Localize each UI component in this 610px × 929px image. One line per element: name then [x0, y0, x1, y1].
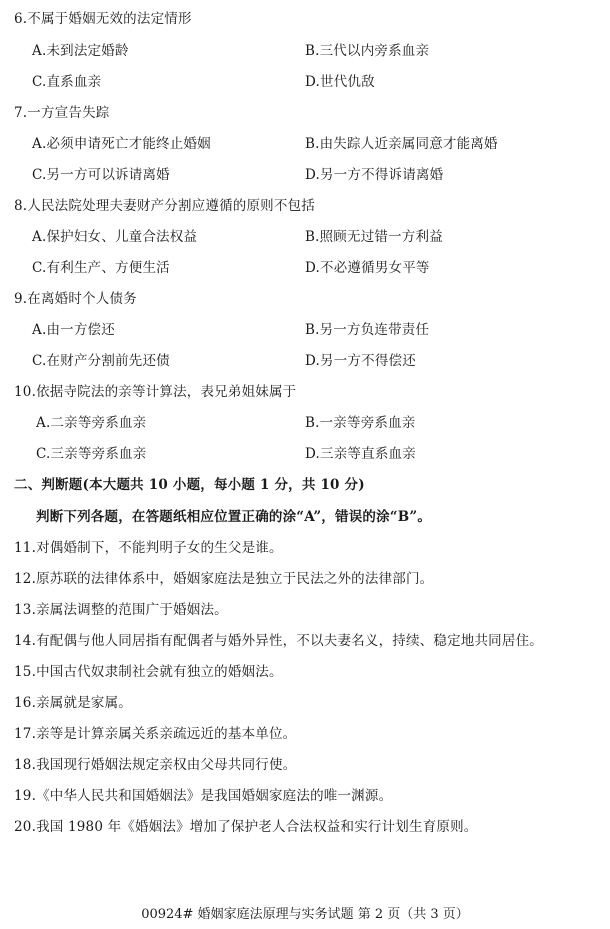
option-a: A.未到法定婚龄	[32, 43, 129, 59]
option-c: C.三亲等旁系血亲	[36, 446, 147, 462]
option-a: A.必须申请死亡才能终止婚姻	[32, 136, 211, 152]
section-instruction: 判断下列各题，在答题纸相应位置正确的涂“A”，错误的涂“B”。	[36, 509, 432, 525]
option-a: A.保护妇女、儿童合法权益	[32, 229, 198, 245]
option-b: B.一亲等旁系血亲	[305, 415, 416, 431]
page-footer: 00924# 婚姻家庭法原理与实务试题 第 2 页（共 3 页）	[141, 907, 469, 922]
option-b: B.由失踪人近亲属同意才能离婚	[305, 136, 498, 152]
tf-item: 18.我国现行婚姻法规定亲权由父母共同行使。	[14, 757, 297, 773]
option-a: A.由一方偿还	[32, 322, 115, 338]
option-d: D.三亲等直系血亲	[305, 446, 416, 462]
option-c: C.直系血亲	[32, 74, 102, 90]
question-stem: 10.依据寺院法的亲等计算法，表兄弟姐妹属于	[14, 384, 297, 400]
question-stem: 8.人民法院处理夫妻财产分割应遵循的原则不包括	[14, 198, 315, 214]
tf-item: 20.我国 1980 年《婚姻法》增加了保护老人合法权益和实行计划生育原则。	[14, 819, 478, 835]
question-stem: 7.一方宣告失踪	[14, 105, 110, 121]
tf-item: 11.对偶婚制下，不能判明子女的生父是谁。	[14, 540, 283, 556]
option-c: C.另一方可以诉请离婚	[32, 167, 170, 183]
section-heading: 二、判断题(本大题共 10 小题，每小题 1 分，共 10 分)	[14, 477, 365, 493]
option-d: D.另一方不得偿还	[305, 353, 416, 369]
option-b: B.照顾无过错一方利益	[305, 229, 443, 245]
option-c: C.有利生产、方便生活	[32, 260, 170, 276]
option-b: B.另一方负连带责任	[305, 322, 430, 338]
tf-item: 16.亲属就是家属。	[14, 695, 132, 711]
option-d: D.世代仇敌	[305, 74, 375, 90]
option-b: B.三代以内旁系血亲	[305, 43, 430, 59]
tf-item: 19.《中华人民共和国婚姻法》是我国婚姻家庭法的唯一渊源。	[14, 788, 393, 804]
option-c: C.在财产分割前先还债	[32, 353, 170, 369]
option-d: D.另一方不得诉请离婚	[305, 167, 444, 183]
option-a: A.二亲等旁系血亲	[36, 415, 147, 431]
tf-item: 17.亲等是计算亲属关系亲疏远近的基本单位。	[14, 726, 297, 742]
tf-item: 15.中国古代奴隶制社会就有独立的婚姻法。	[14, 664, 283, 680]
tf-item: 12.原苏联的法律体系中，婚姻家庭法是独立于民法之外的法律部门。	[14, 571, 434, 587]
tf-item: 14.有配偶与他人同居指有配偶者与婚外异性，不以夫妻名义，持续、稳定地共同居住。	[14, 633, 543, 649]
tf-item: 13.亲属法调整的范围广于婚姻法。	[14, 602, 228, 618]
question-stem: 6.不属于婚姻无效的法定情形	[14, 11, 192, 27]
question-stem: 9.在离婚时个人债务	[14, 291, 137, 307]
option-d: D.不必遵循男女平等	[305, 260, 430, 276]
